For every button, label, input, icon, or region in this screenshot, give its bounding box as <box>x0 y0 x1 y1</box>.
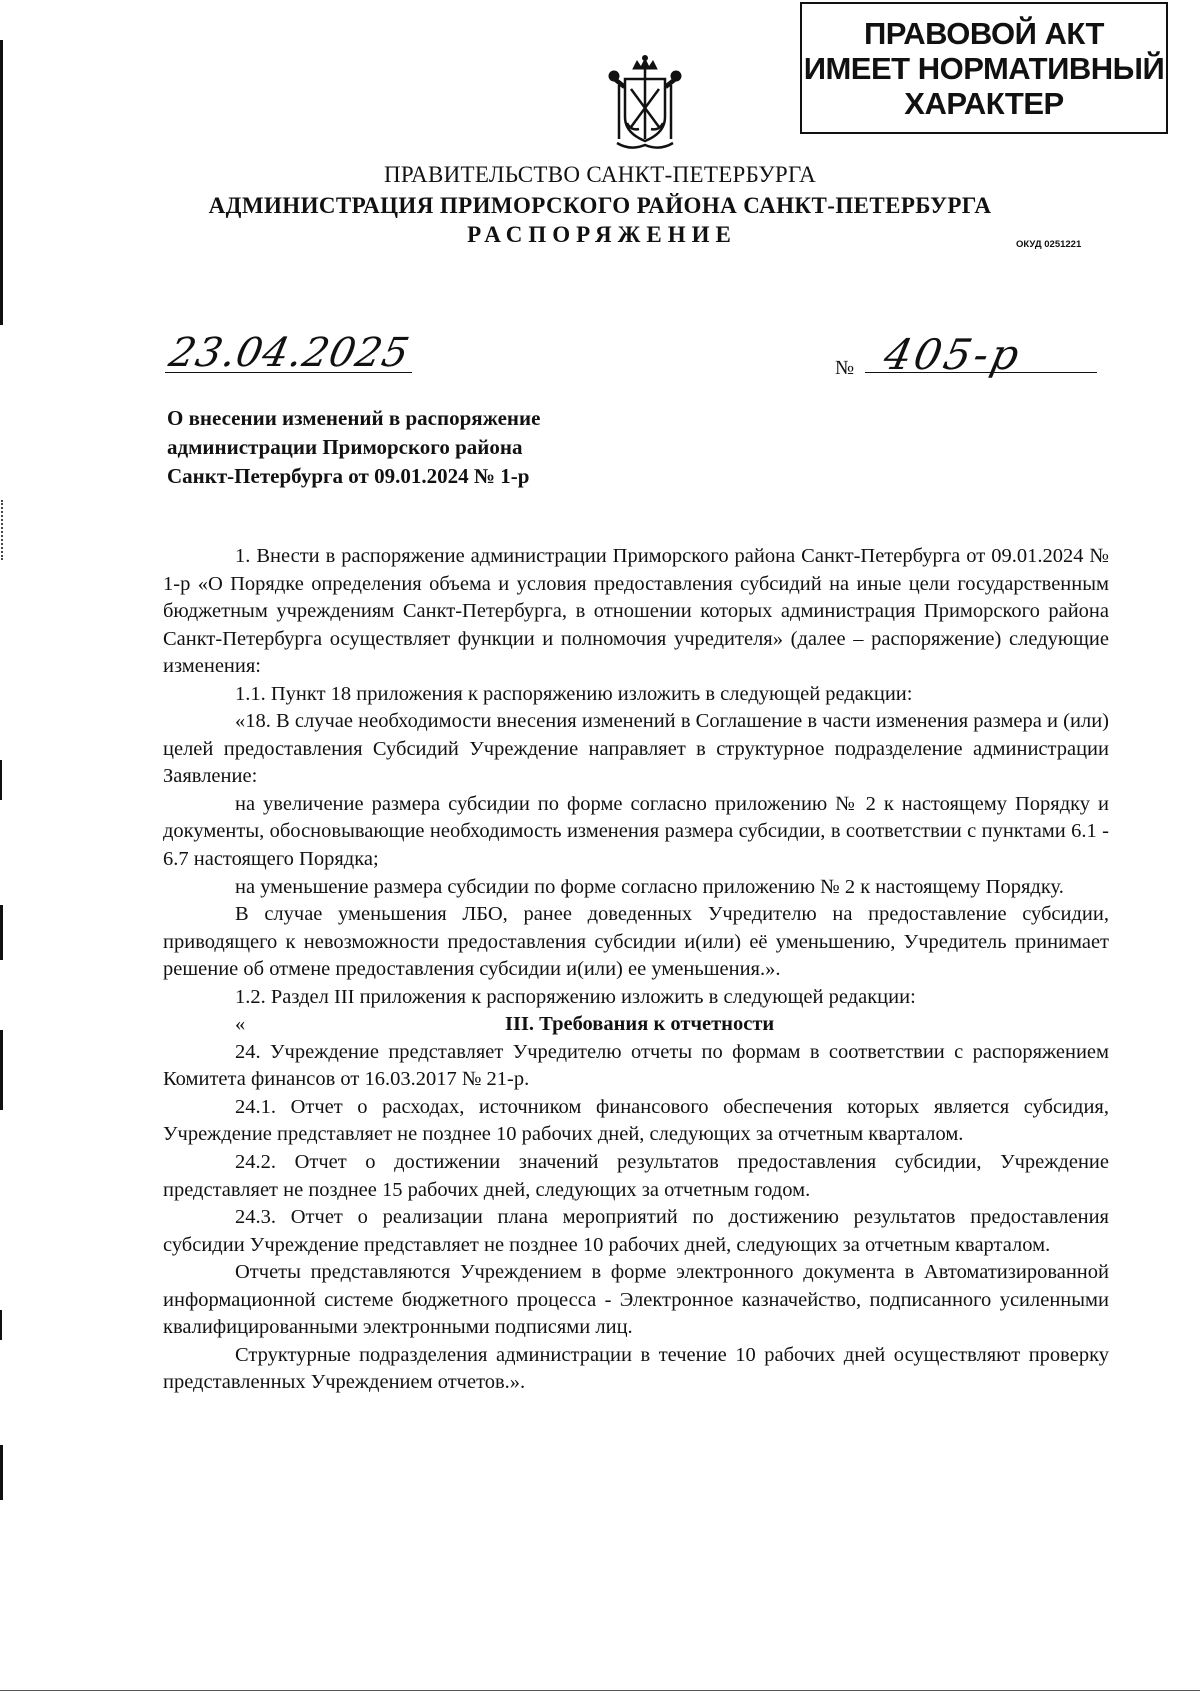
paragraph: 24.2. Отчет о достижении значений результатов предоставления субсидии, Учреждение представляет не позднее 15 рабочих дней, следующих за отчетным годом. <box>163 1151 1109 1201</box>
paragraph: Структурные подразделения администрации в течение 10 рабочих дней осуществляют проверку представленных Учреждением отчетов.». <box>163 1343 1109 1394</box>
number-underline <box>865 372 1097 373</box>
document-body <box>163 543 1109 1397</box>
paragraph: 1.1. Пункт 18 приложения к распоряжению изложить в следующей редакции: <box>235 682 913 705</box>
stamp-line: ИМЕЕТ НОРМАТИВНЫЙ <box>803 50 1165 86</box>
section-heading <box>163 1011 1109 1039</box>
scan-edge-mark <box>1 500 5 560</box>
section-title: III. Требования к отчетности <box>505 1013 775 1036</box>
scan-edge-mark <box>0 760 2 800</box>
paragraph: Отчеты представляются Учреждением в форме электронного документа в Автоматизированной информационной системе бюджетного процесса - Электронное казначейство, подписанного усиленными квалифицированными электронными подписями лиц. <box>163 1261 1109 1339</box>
paragraph: 24.1. Отчет о расходах, источником финансового обеспечения которых является субсидия, Учреждение представляет не позднее 10 рабочих дней, следующих за отчетным кварталом. <box>163 1095 1109 1146</box>
administration-heading: АДМИНИСТРАЦИЯ ПРИМОРСКОГО РАЙОНА САНКТ-ПЕТЕРБУРГА <box>208 193 992 218</box>
paragraph: 1.2. Раздел III приложения к распоряжению изложить в следующей редакции: <box>235 985 916 1008</box>
scan-edge-mark <box>0 1445 3 1500</box>
section-quote: « <box>235 1013 246 1036</box>
paragraph: «18. В случае необходимости внесения изменений в Соглашение в части изменения размера и (или) целей предоставления Субсидий Учреждение направляет в структурное подразделение администрации Заявление: <box>163 710 1109 788</box>
paragraph: В случае уменьшения ЛБО, ранее доведенных Учредителю на предоставление субсидии, приводящего к невозможности предоставления субсидии и(или) её уменьшению, Учредитель принимает решение об отмене предоставления субсидии и(или) ее уменьшения.». <box>163 903 1109 981</box>
subject-line: администрации Приморского района <box>167 435 523 459</box>
stamp-line: ХАРАКТЕР <box>904 85 1064 121</box>
paragraph: 1. Внести в распоряжение администрации Приморского района Санкт-Петербурга от 09.01.2024 № 1-р «О Порядке определения объема и условия предоставления субсидий на иные цели государственным бюджетным учреждениям Санкт-Петербурга, в отношении которых администрация Приморского района Санкт-Петербурга осуществляет функции и полномочия учредителя» (далее – распоряжение) следующие изменения: <box>163 545 1109 678</box>
normative-act-stamp <box>800 2 1168 134</box>
scan-bottom-edge <box>0 1690 1200 1691</box>
government-heading: ПРАВИТЕЛЬСТВО САНКТ-ПЕТЕРБУРГА <box>383 162 817 187</box>
paragraph: 24. Учреждение представляет Учредителю отчеты по формам в соответствии с распоряжением Комитета финансов от 16.03.2017 № 21-р. <box>163 1040 1109 1091</box>
paragraph: 24.3. Отчет о реализации плана мероприятий по достижению результатов предоставления субсидии Учреждение представляет не позднее 10 рабочих дней, следующих за отчетным кварталом. <box>163 1206 1109 1256</box>
coat-of-arms-icon <box>595 55 695 155</box>
scan-edge-mark <box>0 1030 3 1110</box>
doc-type-heading: РАСПОРЯЖЕНИЕ <box>467 222 737 247</box>
subject-line: О внесении изменений в распоряжение <box>167 406 541 430</box>
scan-edge-mark <box>0 1310 2 1340</box>
stamp-line: ПРАВОВОЙ АКТ <box>864 15 1104 51</box>
document-subject <box>167 404 540 491</box>
subject-line: Санкт-Петербурга от 09.01.2024 № 1-р <box>167 464 530 488</box>
handwritten-number: 405-р <box>879 330 1027 379</box>
okud-code: ОКУД 0251221 <box>1016 239 1082 250</box>
number-sign: № <box>835 357 855 379</box>
date-underline <box>165 372 412 373</box>
scan-edge-mark <box>0 905 3 960</box>
handwritten-date: 23.04.2025 <box>165 330 414 376</box>
paragraph: на увеличение размера субсидии по форме согласно приложению № 2 к настоящему Порядку и документы, обосновывающие необходимость изменения размера субсидии, в соответствии с пунктами 6.1 - 6.7 настоящего Порядка; <box>163 792 1109 871</box>
paragraph: на уменьшение размера субсидии по форме согласно приложению № 2 к настоящему Порядку. <box>235 875 1064 898</box>
